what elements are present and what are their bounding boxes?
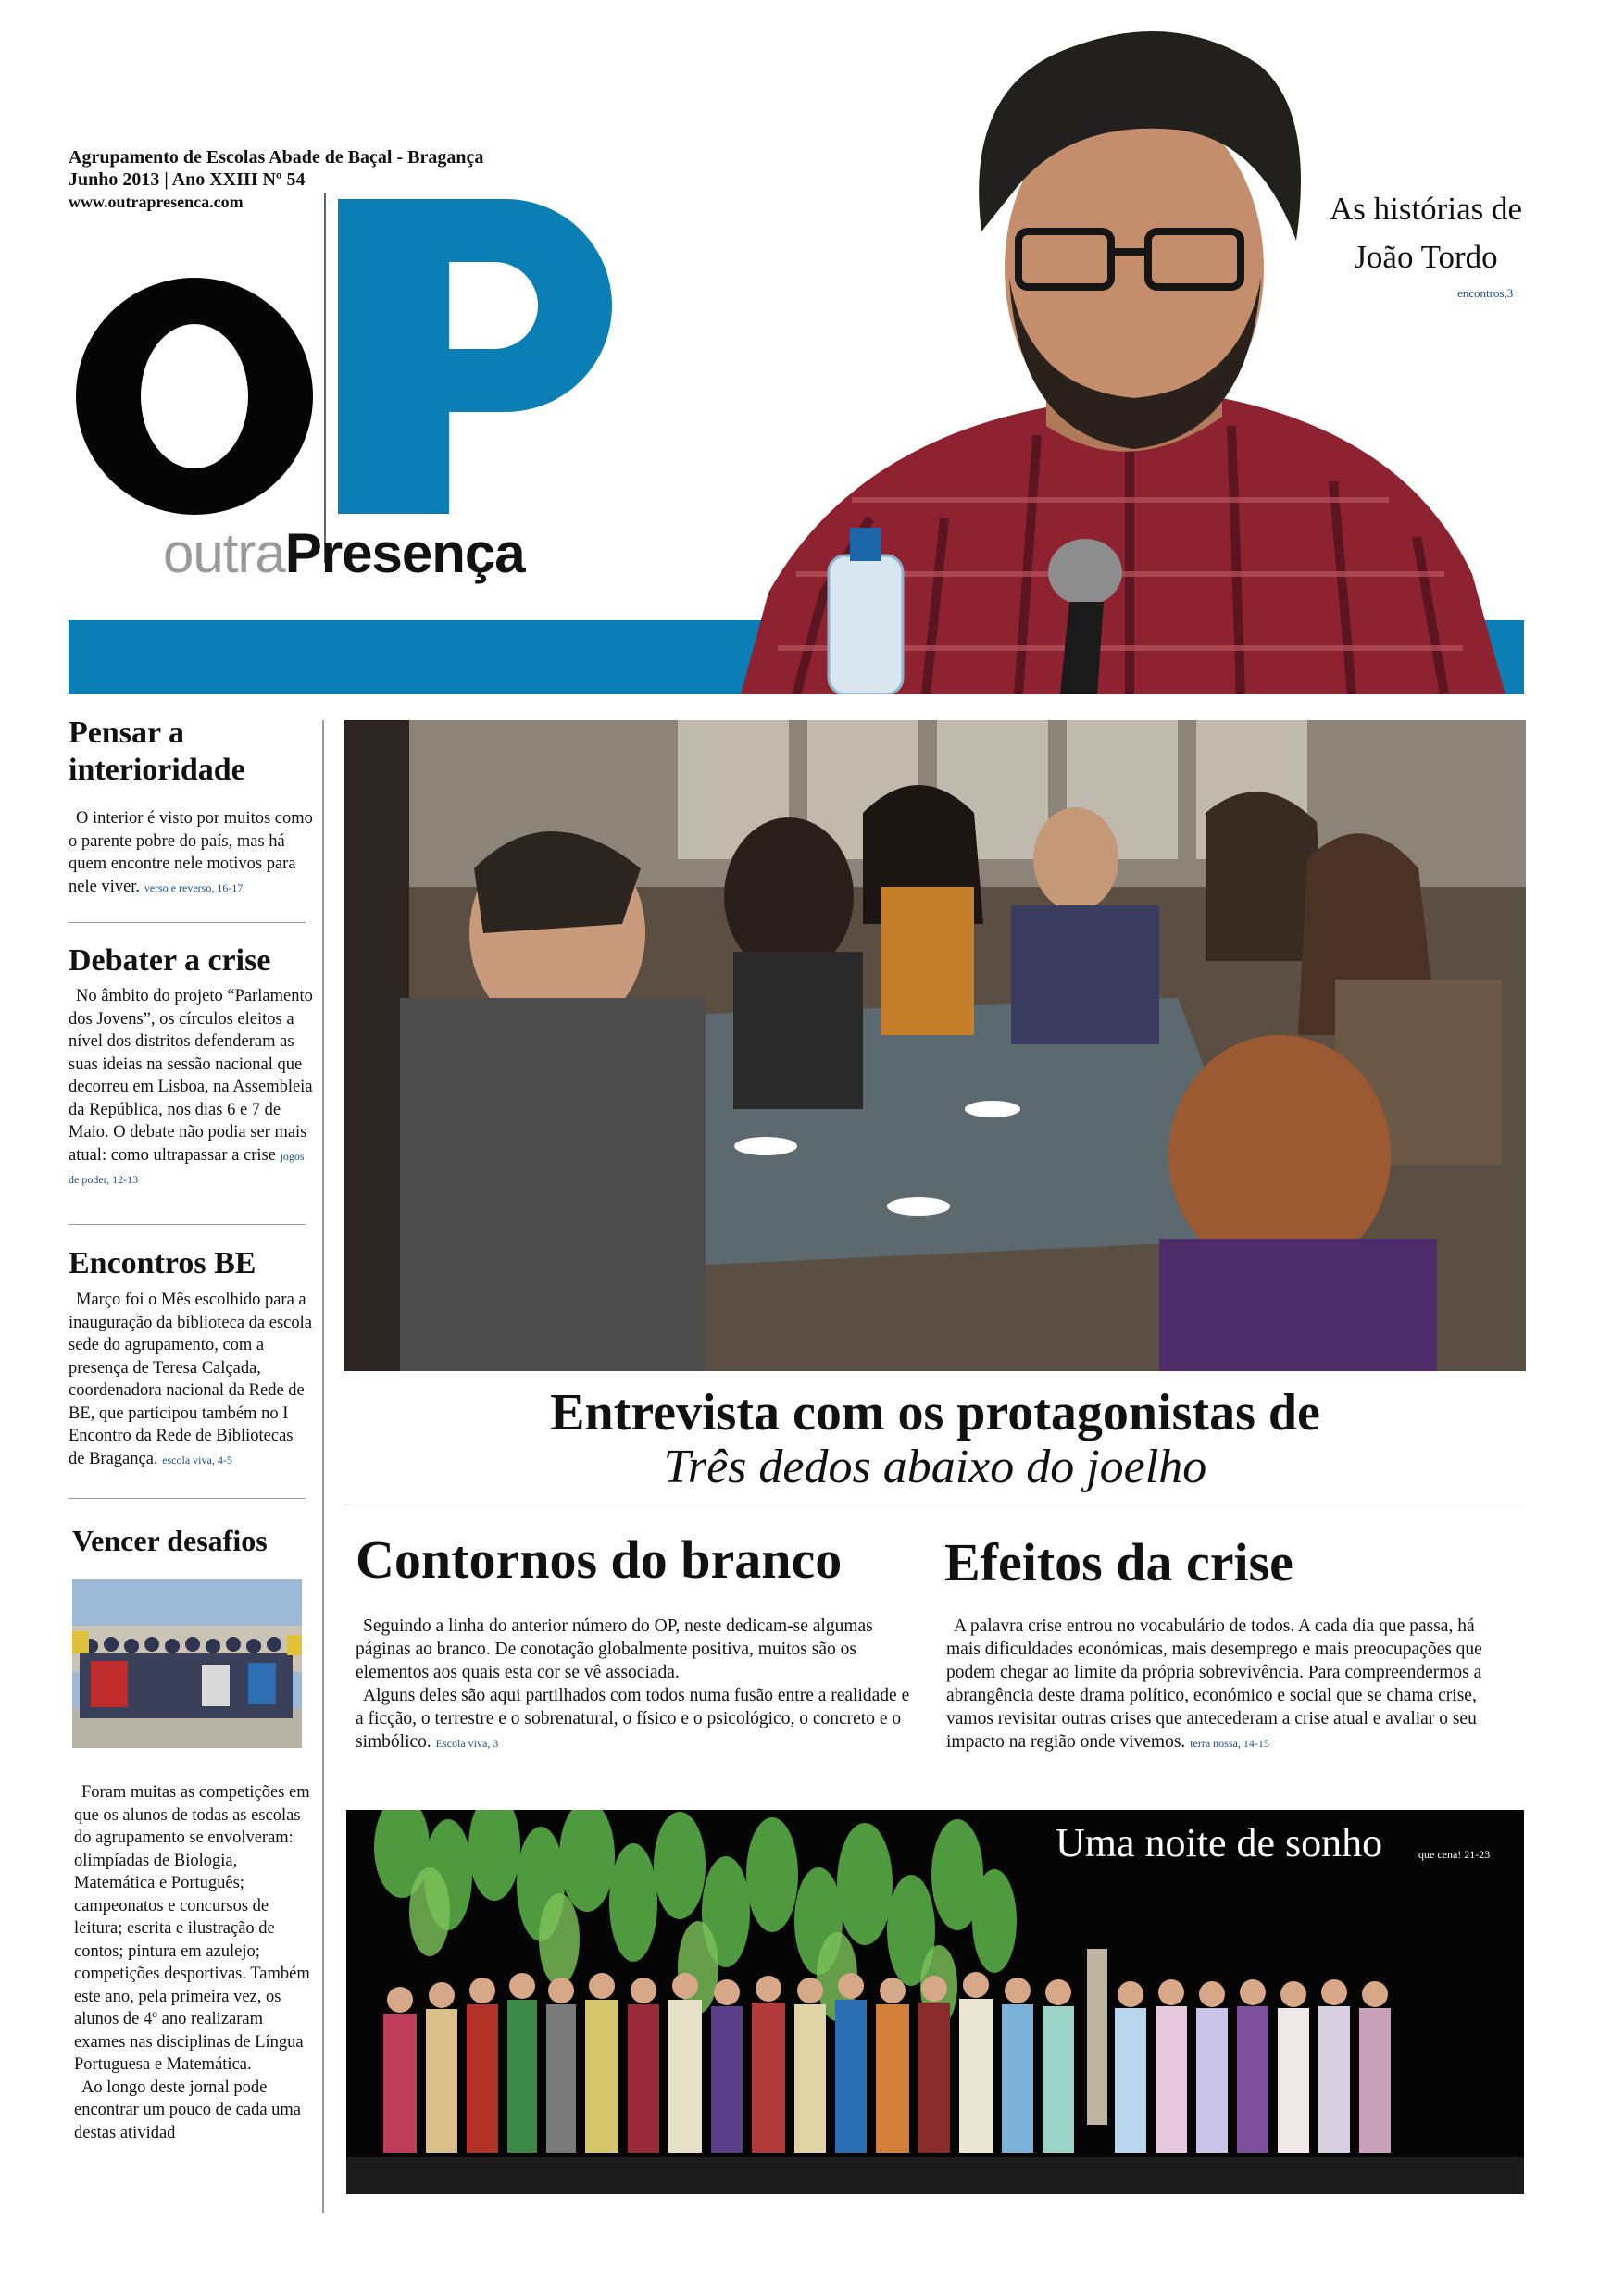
sidebar-heading-desafios[interactable]: Vencer desafios xyxy=(72,1524,268,1557)
cover-title-line1: As histórias de xyxy=(1329,191,1523,227)
website-link[interactable]: www.outrapresenca.com xyxy=(69,193,244,211)
feature-subhead: Três dedos abaixo do joelho xyxy=(663,1441,1207,1493)
sidebar-body-encontros: Março foi o Mês escolhido para a inauguração da biblioteca da escola sede do agrupamento, com a presença de Teresa Calçada, coordenadora nacional da Rede de BE, que participou também no I Encontro da Rede de Bibliotecas de Bragança. xyxy=(69,1291,312,1468)
cover-portrait[interactable] xyxy=(741,0,1505,694)
interview-photo[interactable] xyxy=(344,720,1526,1371)
article-body-branco-1: Seguindo a linha do anterior número do OP, neste dedicam-se algumas páginas ao branco. De conotação globalmente positiva, muitos são os elementos aos quais esta cor se vê associada. xyxy=(356,1616,873,1682)
stage-caption-ref[interactable]: que cena! 21-23 xyxy=(1418,1848,1491,1861)
article-heading-crise[interactable]: Efeitos da crise xyxy=(944,1532,1293,1592)
sidebar-body-crise: No âmbito do projeto “Parlamento dos Jovens”, os círculos eleitos a nível dos distritos defenderam as suas ideias na sessão nacional que decorreu em Lisboa, na Assembleia da República, nos dias 6 e 7 de Maio. O debate não podia ser mais atual: como ultrapassar a crise xyxy=(69,987,313,1165)
stage-photo-illustration xyxy=(346,1810,1524,2194)
portrait-illustration xyxy=(741,0,1505,694)
issue-info: Junho 2013 | Ano XXIII Nº 54 xyxy=(69,169,306,190)
logo-o-letter xyxy=(76,278,313,515)
article-heading-branco[interactable]: Contornos do branco xyxy=(356,1529,843,1590)
article-ref-crise[interactable]: terra nossa, 14-15 xyxy=(1190,1737,1269,1750)
school-name: Agrupamento de Escolas Abade de Baçal - Bragança xyxy=(69,147,484,168)
interview-photo-illustration xyxy=(344,720,1526,1371)
feature-headline[interactable]: Entrevista com os protagonistas de xyxy=(550,1384,1320,1441)
logo-divider xyxy=(324,193,326,563)
stage-photo[interactable] xyxy=(346,1810,1524,2194)
sidebar-body-desafios-2: Ao longo deste jornal pode encontrar um pouco de cada uma destas atividad xyxy=(74,2078,302,2142)
challenge-photo[interactable] xyxy=(72,1579,302,1748)
cover-title-line2: João Tordo xyxy=(1354,239,1498,275)
sidebar-rule xyxy=(69,1224,306,1225)
article-text-branco xyxy=(356,1615,911,1755)
logo-p-letter xyxy=(338,199,612,514)
logo-word-bold: Presença xyxy=(284,522,525,584)
sidebar-text-encontros xyxy=(69,1289,313,1471)
article-body-crise: A palavra crise entrou no vocabulário de todos. A cada dia que passa, há mais dificuldades económicas, mais desemprego e mais preocupações que podem chegar ao limite da própria sobrevivência. Para compreendermos a abrangência deste drama político, económico e social que se chama crise, vamos revisitar outras crises que antecederam a crise atual e avaliar o seu impacto na região onde vivemos. xyxy=(946,1616,1482,1752)
article-ref-branco[interactable]: Escola viva, 3 xyxy=(435,1737,499,1750)
sidebar-body-desafios: Foram muitas as competições em que os alunos de todas as escolas do agrupamento se envolveram: olimpíadas de Biologia, Matemática e Português; campeonatos e concursos de leitura; escrita e ilustração de contos; pintura em azulejo; competições desportivas. Também este ano, pela primeira vez, os alunos de 4º ano realizaram exames nas disciplinas de Língua Portuguesa e Matemática. xyxy=(74,1783,310,2074)
stage-caption[interactable]: Uma noite de sonho xyxy=(1056,1820,1383,1866)
sidebar-ref-crise[interactable]: jogos de poder, 12-13 xyxy=(69,1149,305,1186)
cover-story-title[interactable] xyxy=(1315,185,1537,281)
group-photo-illustration xyxy=(72,1579,302,1748)
article-text-crise xyxy=(946,1615,1513,1755)
logo-word-light: outra xyxy=(163,522,285,584)
sidebar-body-interior: O interior é visto por muitos como o parente pobre do país, mas há quem encontre nele motivos para nele viver. xyxy=(69,809,313,896)
sidebar-ref-encontros[interactable]: escola viva, 4-5 xyxy=(162,1453,232,1466)
cover-story-ref[interactable]: encontros,3 xyxy=(1457,286,1514,300)
sidebar-ref-interior[interactable]: verso e reverso, 16-17 xyxy=(144,880,244,894)
sidebar-rule xyxy=(69,1498,306,1499)
sidebar-rule xyxy=(69,922,306,923)
article-body-branco-2: Alguns deles são aqui partilhados com todos numa fusão entre a realidade e a ficção, o terrestre e o sobrenatural, o físico e o psicológico, o concreto e o simbólico. xyxy=(356,1686,910,1752)
sidebar-text-interior xyxy=(69,807,313,899)
sidebar-text-desafios xyxy=(74,1781,317,2144)
sidebar-text-crise xyxy=(69,985,313,1192)
sidebar-heading-encontros[interactable]: Encontros BE xyxy=(69,1246,256,1280)
sidebar-divider xyxy=(322,720,324,2213)
sidebar-heading-crise[interactable]: Debater a crise xyxy=(69,943,271,978)
logo-wordmark xyxy=(163,523,525,584)
sidebar-heading-interior[interactable]: Pensar a interioridade xyxy=(69,716,245,787)
